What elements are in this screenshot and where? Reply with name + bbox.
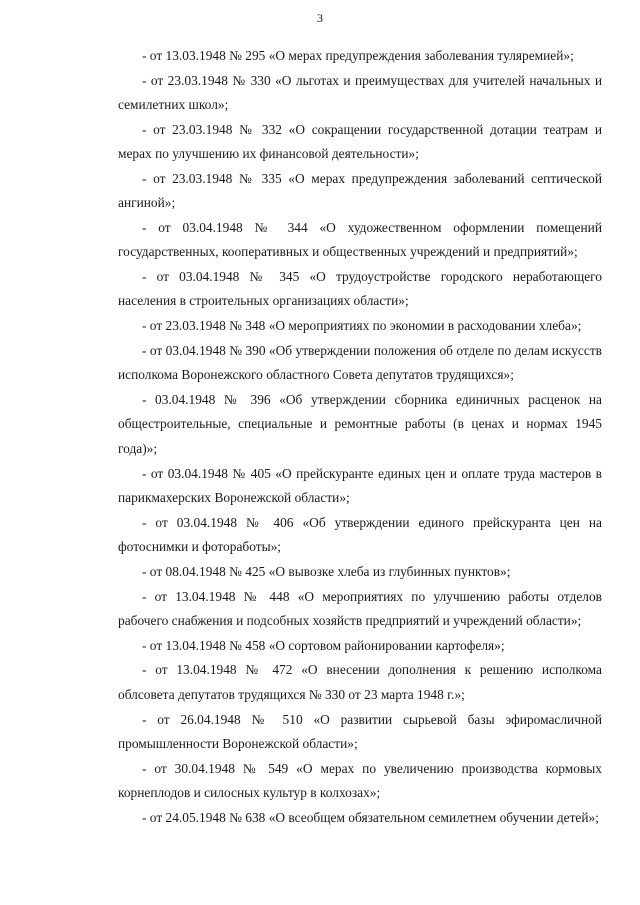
list-item: - от 03.04.1948 № 345 «О трудоустройстве городского неработающего населения в строительных организациях области»; xyxy=(118,269,602,309)
list-item: - от 13.04.1948 № 448 «О мероприятиях по улучшению работы отделов рабочего снабжения и подсобных хозяйств предприятий и учреждений области»; xyxy=(118,588,602,628)
decision-list xyxy=(118,44,602,831)
list-item: - от 03.04.1948 № 390 «Об утверждении положения об отделе по делам искусств исполкома Воронежского областного Совета депутатов трудящихся»; xyxy=(118,343,602,383)
list-item: - от 24.05.1948 № 638 «О всеобщем обязательном семилетнем обучении детей»; xyxy=(142,809,599,825)
page-number: 3 xyxy=(317,11,323,25)
list-item: - от 23.03.1948 № 335 «О мерах предупреждения заболеваний септической ангиной»; xyxy=(118,170,602,211)
list-item: - от 23.03.1948 № 330 «О льготах и преимуществах для учителей начальных и семилетних школ»; xyxy=(118,72,602,113)
list-item: - от 23.03.1948 № 348 «О мероприятиях по экономии в расходовании хлеба»; xyxy=(142,318,582,334)
list-item: - от 03.04.1948 № 344 «О художественном оформлении помещений государственных, кооперативных и общественных учреждений и предприятий»; xyxy=(118,220,602,260)
list-item: - от 23.03.1948 № 332 «О сокращении государственной дотации театрам и мерах по улучшению их финансовой деятельности»; xyxy=(118,121,602,162)
list-item: - от 13.04.1948 № 458 «О сортовом районировании картофеля»; xyxy=(142,637,505,653)
list-item: - от 26.04.1948 № 510 «О развитии сырьевой базы эфиромасличной промышленности Воронежской области»; xyxy=(118,711,602,751)
list-item: - от 03.04.1948 № 405 «О прейскуранте единых цен и оплате труда мастеров в парикмахерских Воронежской области»; xyxy=(118,465,602,505)
list-item: - от 13.03.1948 № 295 «О мерах предупреждения заболевания туляремией»; xyxy=(142,48,574,63)
list-item: - 03.04.1948 № 396 «Об утверждении сборника единичных расценок на общестроительные, специальные и ремонтные работы (в ценах и нормах 1945 года)»; xyxy=(118,392,602,456)
list-item: - от 13.04.1948 № 472 «О внесении дополнения к решению исполкома облсовета депутатов трудящихся № 330 от 23 марта 1948 г.»; xyxy=(118,662,602,702)
list-item: - от 03.04.1948 № 406 «Об утверждении единого прейскуранта цен на фотоснимки и фотоработы»; xyxy=(118,514,602,554)
list-item: - от 30.04.1948 № 549 «О мерах по увеличению производства кормовых корнеплодов и силосных культур в колхозах»; xyxy=(118,760,602,800)
list-item: - от 08.04.1948 № 425 «О вывозке хлеба из глубинных пунктов»; xyxy=(142,563,511,579)
